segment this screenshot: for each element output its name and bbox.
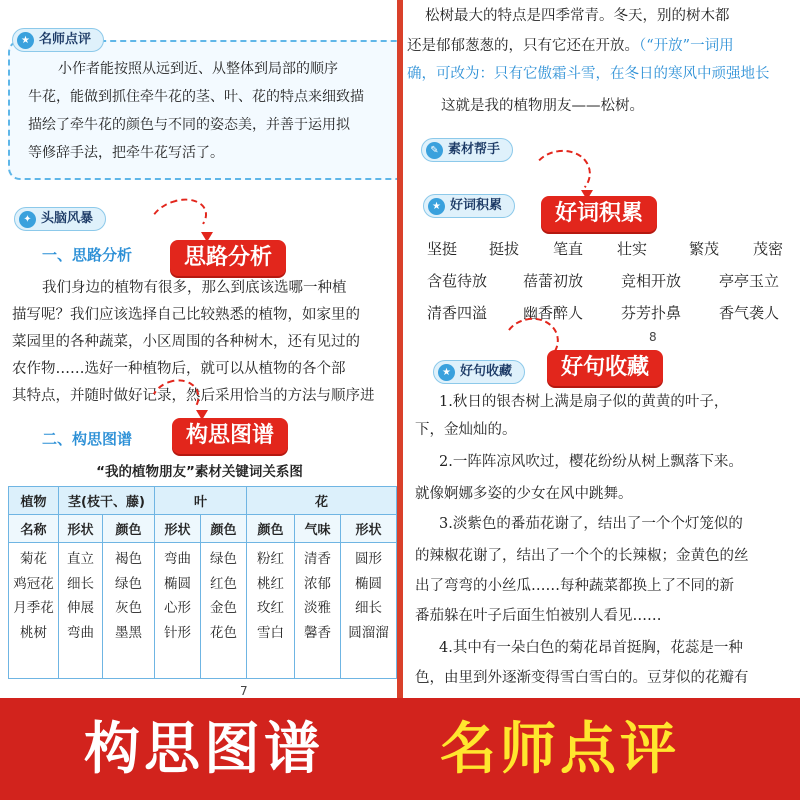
cell-value: 椭圆 [164, 575, 191, 592]
material-helper-tag [421, 138, 513, 162]
sentence-line: 色，由里到外逐渐变得雪白雪白的。豆芽似的花瓣有 [415, 670, 749, 686]
word-item: 亭亭玉立 [719, 272, 780, 290]
sentence-line: 下，金灿灿的。 [415, 422, 517, 438]
brainstorm-tag [14, 207, 106, 231]
brainstorm-tag-label: 头脑风暴 [41, 211, 94, 226]
section-head-graph: 二、构思图谱 [42, 430, 133, 448]
sentence-line: 就像婀娜多姿的少女在风中跳舞。 [415, 486, 633, 502]
cell-value: 直立 [67, 551, 94, 567]
teacher-comment-tag [12, 28, 104, 52]
comment-line: 小作者能按照从远到近、从整体到局部的顺序 [58, 61, 338, 77]
paragraph-line: 松树最大的特点是四季常青。冬天，别的树木都 [425, 8, 730, 24]
table-subheader: 名称 [9, 515, 59, 543]
comment-line: 牛花，能做到抓住牵牛花的茎、叶、花的特点来细致描 [28, 89, 364, 105]
closing-line: 这就是我的植物朋友——松树。 [441, 98, 644, 114]
star-icon: ★ [17, 32, 34, 49]
cell-value: 玫红 [257, 600, 284, 616]
table-title: “我的植物朋友”素材关键词关系图 [96, 464, 303, 480]
table-subheader: 颜色 [201, 515, 247, 543]
cell-value: 弯曲 [164, 551, 191, 567]
right-page [403, 0, 800, 698]
cell-value: 淡雅 [304, 600, 331, 616]
banner-good-sentences: 好句收藏 [547, 350, 663, 386]
sentence-line: 出了弯弯的小丝瓜……每种蔬菜都换上了不同的新 [415, 578, 734, 594]
comment-line: 等修辞手法，把牵牛花写活了。 [28, 145, 224, 161]
cell-value: 圆溜溜 [348, 624, 389, 641]
comment-highlight: （“开放”一词用 [639, 38, 734, 54]
table-subheader: 形状 [341, 515, 397, 543]
table-cell [59, 543, 103, 679]
sentence-line: 3.淡紫色的番茄花谢了，结出了一个个灯笼似的 [439, 516, 743, 532]
table-header: 茎(枝干、藤) [59, 487, 155, 515]
cell-value: 弯曲 [67, 624, 94, 641]
word-item: 竞相开放 [621, 272, 682, 290]
good-words-tag [423, 194, 515, 218]
table-header-row [9, 487, 397, 515]
word-item: 坚挺 [427, 240, 458, 258]
word-item: 芬芳扑鼻 [621, 304, 682, 322]
comment-line: 确，可改为：只有它傲霜斗雪，在冬日的寒风中顽强地长 [407, 66, 770, 82]
table-header: 植物 [9, 487, 59, 515]
bottom-banner-strip [0, 698, 800, 800]
word-item: 香气袭人 [719, 304, 780, 322]
banner-analysis: 思路分析 [170, 240, 286, 276]
section-head-analysis: 一、思路分析 [42, 246, 133, 264]
cell-value: 椭圆 [355, 575, 382, 592]
comment-line: 描绘了牵牛花的颜色与不同的姿态美，并善于运用拟 [28, 117, 350, 133]
table-subheader: 气味 [295, 515, 341, 543]
cell-value: 墨黑 [115, 624, 142, 641]
table-cell [155, 543, 201, 679]
table-header: 叶 [155, 487, 247, 515]
cell-value: 伸展 [67, 600, 94, 616]
banner-good-words: 好词积累 [541, 196, 657, 232]
bulb-icon: ✦ [19, 211, 36, 228]
table-cell [9, 543, 59, 679]
paragraph-text: 还是郁郁葱葱的，只有它还在开放。 [407, 38, 639, 54]
table-subheader: 形状 [59, 515, 103, 543]
word-item: 幽香醉人 [523, 304, 584, 322]
good-words-tag-label: 好词积累 [450, 198, 503, 213]
cell-value: 馨香 [304, 624, 331, 641]
plant-name: 鸡冠花 [13, 575, 54, 592]
paragraph-line: 农作物……选好一种植物后，就可以从植物的各个部 [12, 361, 346, 377]
cell-value: 褐色 [115, 551, 142, 567]
good-sentences-tag-label: 好句收藏 [460, 364, 513, 379]
left-page [0, 0, 399, 698]
word-item: 蓓蕾初放 [523, 272, 584, 290]
table-subheader-row [9, 515, 397, 543]
plant-name: 菊花 [20, 551, 47, 567]
paragraph-line: 我们身边的植物有很多，那么到底该选哪一种植 [42, 280, 347, 296]
tools-icon: ✎ [426, 142, 443, 159]
bottom-word-comment: 名师点评 [440, 717, 680, 782]
cell-value: 红色 [210, 575, 237, 592]
word-item: 壮实 [617, 240, 648, 258]
cell-value: 圆形 [355, 551, 382, 567]
page-number-left: 7 [240, 684, 248, 698]
table-subheader: 颜色 [247, 515, 295, 543]
cell-value: 桃红 [257, 575, 284, 592]
table-header: 花 [247, 487, 397, 515]
sentence-line: 2.一阵阵凉风吹过，樱花纷纷从树上飘落下来。 [439, 454, 743, 470]
cell-value: 灰色 [115, 600, 142, 616]
cell-value: 粉红 [257, 551, 284, 567]
table-cell [201, 543, 247, 679]
table-row [9, 543, 397, 679]
teacher-comment-tag-label: 名师点评 [39, 32, 92, 47]
material-helper-tag-label: 素材帮手 [448, 142, 501, 157]
bottom-word-graph: 构思图谱 [84, 717, 324, 782]
paragraph-line: 菜园里的各种蔬菜，小区周围的各种树木，还有见过的 [12, 334, 360, 350]
sentence-line: 的辣椒花谢了，结出了一个个的长辣椒；金黄色的丝 [415, 548, 749, 564]
page-number-right: 8 [649, 330, 657, 344]
cell-value: 绿色 [210, 551, 237, 567]
word-item: 笔直 [553, 240, 584, 258]
cell-value: 浓郁 [304, 575, 331, 592]
cell-value: 清香 [304, 551, 331, 567]
cell-value: 细长 [355, 600, 382, 616]
table-subheader: 形状 [155, 515, 201, 543]
table-cell [247, 543, 295, 679]
star-icon: ★ [428, 198, 445, 215]
word-item: 繁茂 [689, 240, 720, 258]
cell-value: 花色 [210, 624, 237, 641]
paragraph-line: 其特点，并随时做好记录，然后采用恰当的方法与顺序进 [12, 388, 375, 404]
table-subheader: 颜色 [103, 515, 155, 543]
cell-value: 金色 [210, 600, 237, 616]
table-cell [295, 543, 341, 679]
sentence-line: 番茄躲在叶子后面生怕被别人看见…… [415, 608, 662, 624]
star-icon: ★ [438, 364, 455, 381]
cell-value: 针形 [164, 624, 191, 641]
keyword-table [8, 486, 397, 679]
paragraph-line: 描写呢？我们应该选择自己比较熟悉的植物，如家里的 [12, 307, 360, 323]
word-item: 清香四溢 [427, 304, 488, 322]
sentence-line: 1.秋日的银杏树上满是扇子似的黄黄的叶子， [439, 394, 729, 410]
table-cell [103, 543, 155, 679]
cell-value: 心形 [164, 600, 191, 616]
paragraph-line [407, 36, 734, 56]
banner-graph: 构思图谱 [172, 418, 288, 454]
teacher-comment-box [8, 40, 399, 180]
sentence-line: 4.其中有一朵白色的菊花昂首挺胸，花蕊是一种 [439, 640, 743, 656]
cell-value: 绿色 [115, 575, 142, 592]
cell-value: 雪白 [257, 624, 284, 641]
good-sentences-tag [433, 360, 525, 384]
word-item: 挺拔 [489, 240, 520, 258]
word-item: 茂密 [753, 240, 784, 258]
cell-value: 细长 [67, 575, 94, 592]
plant-name: 月季花 [13, 600, 54, 616]
word-item: 含苞待放 [427, 272, 488, 290]
table-cell [341, 543, 397, 679]
plant-name: 桃树 [20, 624, 47, 641]
